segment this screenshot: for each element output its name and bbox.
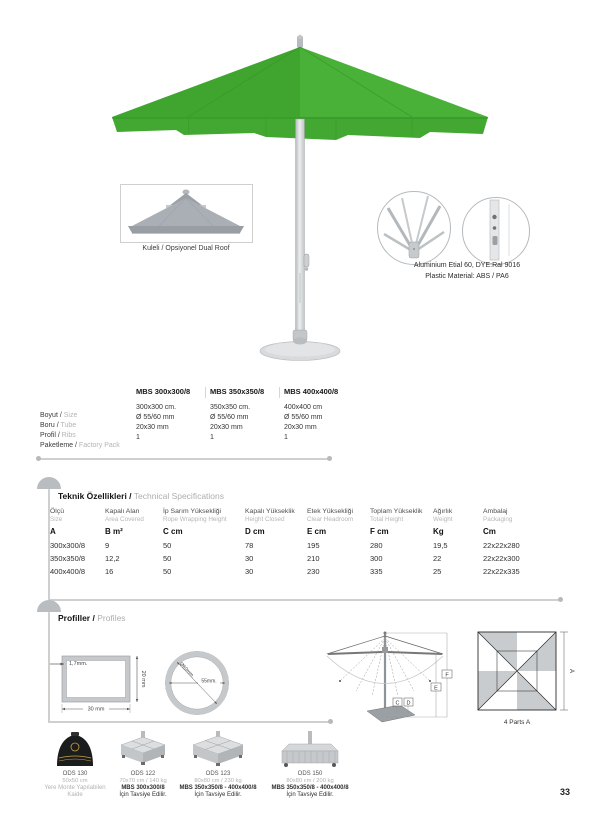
cell: 350x350 cm. (210, 404, 251, 411)
base-note: İçin Tavsiye Edilir. (194, 792, 242, 798)
row-label-en: Ribs (61, 432, 76, 439)
cell: 19,5 (433, 541, 448, 550)
cell: 9 (105, 541, 110, 550)
specs-section-title (58, 491, 224, 501)
base-name: ODS 122 (130, 771, 156, 777)
base-123-image (186, 731, 250, 769)
cell: 300 (370, 554, 383, 563)
umbrella-icon (36, 477, 62, 491)
cell: 210 (307, 554, 320, 563)
divider (48, 721, 331, 723)
dual-roof-illustration (121, 185, 250, 240)
cell: 1 (210, 434, 214, 441)
spec-unit: B m² (105, 527, 123, 536)
cell: 20x30 mm (136, 424, 169, 431)
base-size: 80x80 cm / 230 kg (194, 778, 242, 784)
spec-col-header: İp Sarım Yüksekliği Rope Wrapping Height (163, 508, 227, 523)
model-header-400: MBS 400x400/8 (284, 387, 358, 404)
plan-side-label: A (568, 668, 574, 674)
dim-d-label: D (406, 700, 411, 707)
spec-col-header: Toplam Yükseklik Total Height (370, 508, 423, 523)
cell: 30 (245, 554, 254, 563)
base-name: ODS 150 (297, 771, 323, 777)
spec-col-header: Ölçü Size (50, 508, 64, 523)
cell: 350x350/8 (50, 554, 86, 563)
canopy-plan-diagram (478, 632, 574, 726)
base-name: ODS 123 (205, 771, 231, 777)
spec-col-header: Ambalaj Packaging (483, 508, 513, 523)
profiles-section-title (58, 613, 126, 623)
row-label-en: Size (63, 412, 78, 419)
cell: Ø 55/60 mm (210, 414, 249, 421)
materials-line2: Plastic Material: ABS / PA6 (425, 272, 509, 280)
rect-width-label: 30 mm (87, 706, 105, 713)
cell: Ø 55/60 mm (136, 414, 175, 421)
models-header-row (40, 387, 370, 404)
base-size: 70x70 cm / 140 kg (119, 778, 167, 784)
cell: 22x22x335 (483, 567, 520, 576)
dual-roof-inset (120, 184, 253, 243)
rect-height-label: 20 mm (140, 670, 146, 688)
umbrella-schematic (327, 632, 452, 723)
cell: 1 (136, 434, 140, 441)
base-note: İçin Tavsiye Edilir. (286, 792, 334, 798)
spec-unit: F cm (370, 527, 389, 536)
row-label-en: Factory Pack (78, 442, 120, 449)
cell: 16 (105, 567, 114, 576)
cell: 30 (245, 567, 254, 576)
hub-detail-art (378, 192, 448, 262)
crank-handle (304, 254, 309, 267)
cell: 300x300 cm. (136, 404, 177, 411)
row-label-tr: Boyut / (40, 412, 64, 419)
cell: 22x22x300 (483, 554, 520, 563)
profiles-title-en: Profiles (97, 613, 126, 623)
base-note: Kaide (67, 792, 83, 798)
pole-detail-photo (462, 197, 530, 265)
cell: 300x300/8 (50, 541, 86, 550)
cell: 280 (370, 541, 383, 550)
cell: 22 (433, 554, 442, 563)
pole (296, 119, 305, 348)
materials-line1: Aluminium Etial 60, DYE:Ral 9016 (413, 262, 521, 269)
row-label-tr: Paketleme / (40, 442, 79, 449)
base-model: MBS 350x350/8 - 400x400/8 (271, 785, 349, 791)
pole-detail-art (463, 198, 527, 262)
spec-unit: Cm (483, 527, 496, 536)
cell: 195 (307, 541, 320, 550)
spec-col-header: Ağırlık Weight (433, 508, 453, 523)
materials-note (372, 261, 562, 282)
base-model: MBS 350x350/8 - 400x400/8 (179, 785, 257, 791)
cell: 20x30 mm (210, 424, 243, 431)
cell: 1 (284, 434, 288, 441)
spec-unit: A (50, 527, 56, 536)
specs-title-en: Technical Specifications (133, 491, 225, 501)
spec-unit: C cm (163, 527, 183, 536)
canopy-right-face (300, 47, 488, 117)
cell: 25 (433, 567, 442, 576)
umbrella-icon (36, 600, 62, 614)
base-ods-123 (166, 731, 270, 798)
hub-detail-photo (377, 191, 451, 265)
cell: 50 (163, 567, 172, 576)
row-label-tr: Profil / (40, 432, 62, 439)
base-note: Yere Monte Yapılabilen (44, 785, 106, 791)
profiles-title-tr: Profiller / (58, 613, 95, 623)
base-size: 50x50 cm (62, 778, 88, 784)
spec-unit: D cm (245, 527, 265, 536)
cell: 20x30 mm (284, 424, 317, 431)
base-122-image (113, 731, 173, 769)
row-label-en: Tube (60, 422, 77, 429)
cell: 78 (245, 541, 254, 550)
cell: 400x400 cm (284, 404, 323, 411)
base-150-image (277, 731, 343, 769)
spec-col-header: Kapalı Yükseklik Height Closed (245, 508, 295, 523)
models-table (40, 387, 370, 449)
specs-table (50, 508, 562, 580)
canopy-left-face (112, 47, 300, 117)
base-model: MBS 300x300/8 (121, 785, 165, 791)
base-size: 80x80 cm / 200 kg (286, 778, 334, 784)
page-number: 33 (559, 787, 570, 797)
row-label-tr: Boru / (40, 422, 61, 429)
model-header-300: MBS 300x300/8 (136, 387, 191, 396)
divider (38, 458, 330, 460)
circle-outer-label: Ø60mm. (177, 661, 196, 680)
cell: 400x400/8 (50, 567, 86, 576)
profiles-drawings (38, 625, 574, 730)
circle-inner-label: 55mm. (201, 678, 217, 685)
base-name: ODS 130 (62, 771, 88, 777)
rect-wall-label: 1,7mm. (69, 661, 88, 667)
cell: 230 (307, 567, 320, 576)
base-note: İçin Tavsiye Edilir. (119, 792, 167, 798)
dim-c-label: C (395, 700, 400, 707)
spec-col-header: Etek Yüksekliği Clear Headroom (307, 508, 354, 523)
cell: Ø 55/60 mm (284, 414, 323, 421)
cell: 12,2 (105, 554, 120, 563)
rect-profile-drawing (50, 656, 146, 713)
cell: 335 (370, 567, 383, 576)
plan-caption: 4 Parts A (503, 719, 531, 726)
spec-unit: E cm (307, 527, 327, 536)
table-row (40, 424, 370, 439)
base-130-image (45, 731, 105, 769)
circle-profile-drawing (165, 651, 228, 714)
model-header-350: MBS 350x350/8 (210, 387, 284, 404)
spec-unit: Kg (433, 527, 444, 536)
dim-e-label: E (434, 685, 438, 692)
cell: 50 (163, 554, 172, 563)
dim-f-label: F (445, 672, 449, 679)
cell: 50 (163, 541, 172, 550)
base-ods-150 (256, 731, 364, 798)
spec-col-header: Kapalı Alan Area Covered (105, 508, 144, 523)
cell: 22x22x280 (483, 541, 520, 550)
divider (48, 599, 561, 601)
dual-roof-caption: Kuleli / Opsiyonel Dual Roof (142, 245, 230, 252)
specs-title-tr: Teknik Özellikleri / (58, 491, 132, 501)
table-row (40, 434, 370, 449)
